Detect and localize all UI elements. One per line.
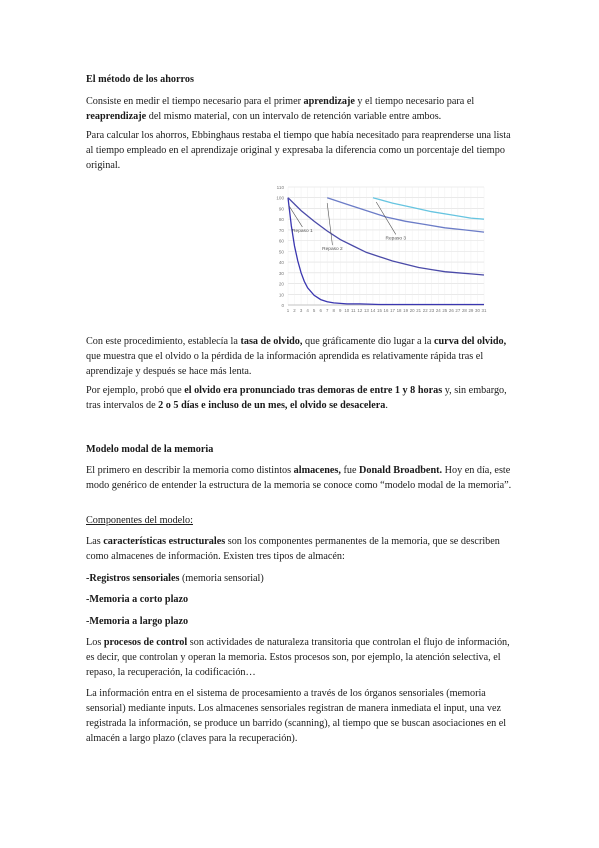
x-tick-label: 22: [422, 308, 428, 313]
x-tick-label: 14: [370, 308, 376, 313]
section-title-modelo-modal: Modelo modal de la memoria: [86, 444, 214, 455]
y-tick-label: 20: [278, 281, 284, 287]
y-tick-label: 40: [278, 260, 284, 266]
annotation-label-2: Repaso 2: [322, 247, 343, 253]
paragraph-broadbent: El primero en describir la memoria como distintos almacenes, fue Donald Broadbent. Hoy en día, este modo genérico de entender la estructura de la memoria se conoce como “modelo modal de la memoria”.: [86, 465, 512, 491]
y-tick-label: 100: [276, 195, 284, 201]
x-tick-label: 4: [306, 308, 309, 313]
y-tick-label: 80: [278, 217, 284, 223]
y-tick-label: 50: [278, 249, 284, 255]
y-tick-label: 30: [278, 270, 284, 276]
x-tick-label: 23: [429, 308, 435, 313]
x-tick-label: 20: [409, 308, 415, 313]
section-title-ahorros: El método de los ahorros: [86, 74, 194, 85]
x-tick-label: 15: [377, 308, 382, 313]
x-tick-label: 26: [448, 308, 454, 313]
y-tick-label: 10: [278, 292, 284, 298]
paragraph-caracteristicas: Las características estructurales son los componentes permanentes de la memoria, que se describen como almacenes de información. Existen tres tipos de almacén:: [86, 536, 500, 562]
x-tick-label: 18: [396, 308, 402, 313]
annotation-label-3: Repaso 3: [385, 236, 407, 242]
x-tick-label: 27: [455, 308, 461, 313]
y-tick-label: 60: [278, 238, 284, 244]
x-tick-label: 28: [461, 308, 467, 313]
list-item-corto-plazo: -Memoria a corto plazo: [86, 594, 189, 605]
list-item-largo-plazo: -Memoria a largo plazo: [86, 616, 189, 627]
paragraph-ahorros-definition: Consiste en medir el tiempo necesario para el primer aprendizaje y el tiempo necesario para el reaprendizaje del mismo material, con un intervalo de retención variable entre ambos.: [86, 96, 475, 122]
y-tick-label: 90: [278, 206, 284, 212]
forgetting-curve-svg: [266, 181, 490, 319]
x-tick-label: 6: [319, 308, 322, 313]
x-tick-label: 1: [286, 308, 290, 313]
y-tick-label: 0: [281, 303, 284, 308]
y-tick-label: 110: [276, 185, 284, 190]
x-tick-label: 25: [442, 308, 448, 313]
x-tick-label: 3: [299, 308, 303, 313]
x-tick-label: 21: [416, 308, 422, 313]
x-tick-label: 30: [475, 308, 480, 313]
x-tick-label: 9: [339, 308, 342, 313]
x-tick-label: 12: [357, 308, 363, 313]
paragraph-ejemplo-olvido: Por ejemplo, probó que el olvido era pronunciado tras demoras de entre 1 y 8 horas y, sin embargo, tras intervalos de 2 o 5 días e incluso de un mes, el olvido se desacelera.: [86, 385, 507, 411]
forgetting-curve-chart: [266, 181, 490, 324]
x-tick-label: 11: [351, 308, 356, 313]
annotation-arrow-2: [327, 203, 332, 245]
x-tick-label: 5: [312, 308, 316, 313]
x-tick-label: 13: [363, 308, 369, 313]
x-tick-label: 31: [481, 308, 487, 313]
paragraph-ebbinghaus: Para calcular los ahorros, Ebbinghaus restaba el tiempo que había necesitado para reaprenderse una lista al tiempo empleado en el aprendizaje original y expresaba la diferencia como un porcentaje del tiempo original.: [86, 130, 511, 171]
paragraph-procesos-control: Los procesos de control son actividades de naturaleza transitoria que controlan el flujo de información, es decir, que controlan y operan la memoria. Estos procesos son, por ejemplo, la atención selectiva, el repaso, la recuperación, la codificación…: [86, 637, 510, 678]
x-tick-label: 24: [435, 308, 441, 313]
x-tick-label: 10: [344, 308, 350, 313]
annotation-label-1: Repaso 1: [292, 228, 313, 234]
x-tick-label: 2: [293, 308, 296, 313]
x-tick-label: 29: [468, 308, 474, 313]
x-tick-label: 7: [325, 308, 329, 313]
paragraph-tasa-olvido: Con este procedimiento, establecía la tasa de olvido, que gráficamente dio lugar a la curva del olvido, que muestra que el olvido o la pérdida de la información aprendida es relativamente rápida tras el aprendizaje y después se hace más lenta.: [86, 336, 507, 377]
list-item-registros: -Registros sensoriales (memoria sensorial): [86, 573, 264, 584]
x-tick-label: 19: [403, 308, 409, 313]
paragraph-informacion-entra: La información entra en el sistema de procesamiento a través de los órganos sensoriales (memoria sensorial) mediante inputs. Los almacenes sensoriales registran de manera inmediata el input, una vez registrada la información, se produce un barrido (scanning), al tiempo que se buscan asociaciones en el almacén a largo plazo (claves para la recuperación).: [86, 688, 507, 744]
y-tick-label: 70: [278, 227, 284, 233]
x-tick-label: 17: [390, 308, 395, 313]
components-heading: Componentes del modelo:: [86, 515, 193, 526]
x-tick-label: 8: [332, 308, 335, 313]
x-tick-label: 16: [383, 308, 389, 313]
